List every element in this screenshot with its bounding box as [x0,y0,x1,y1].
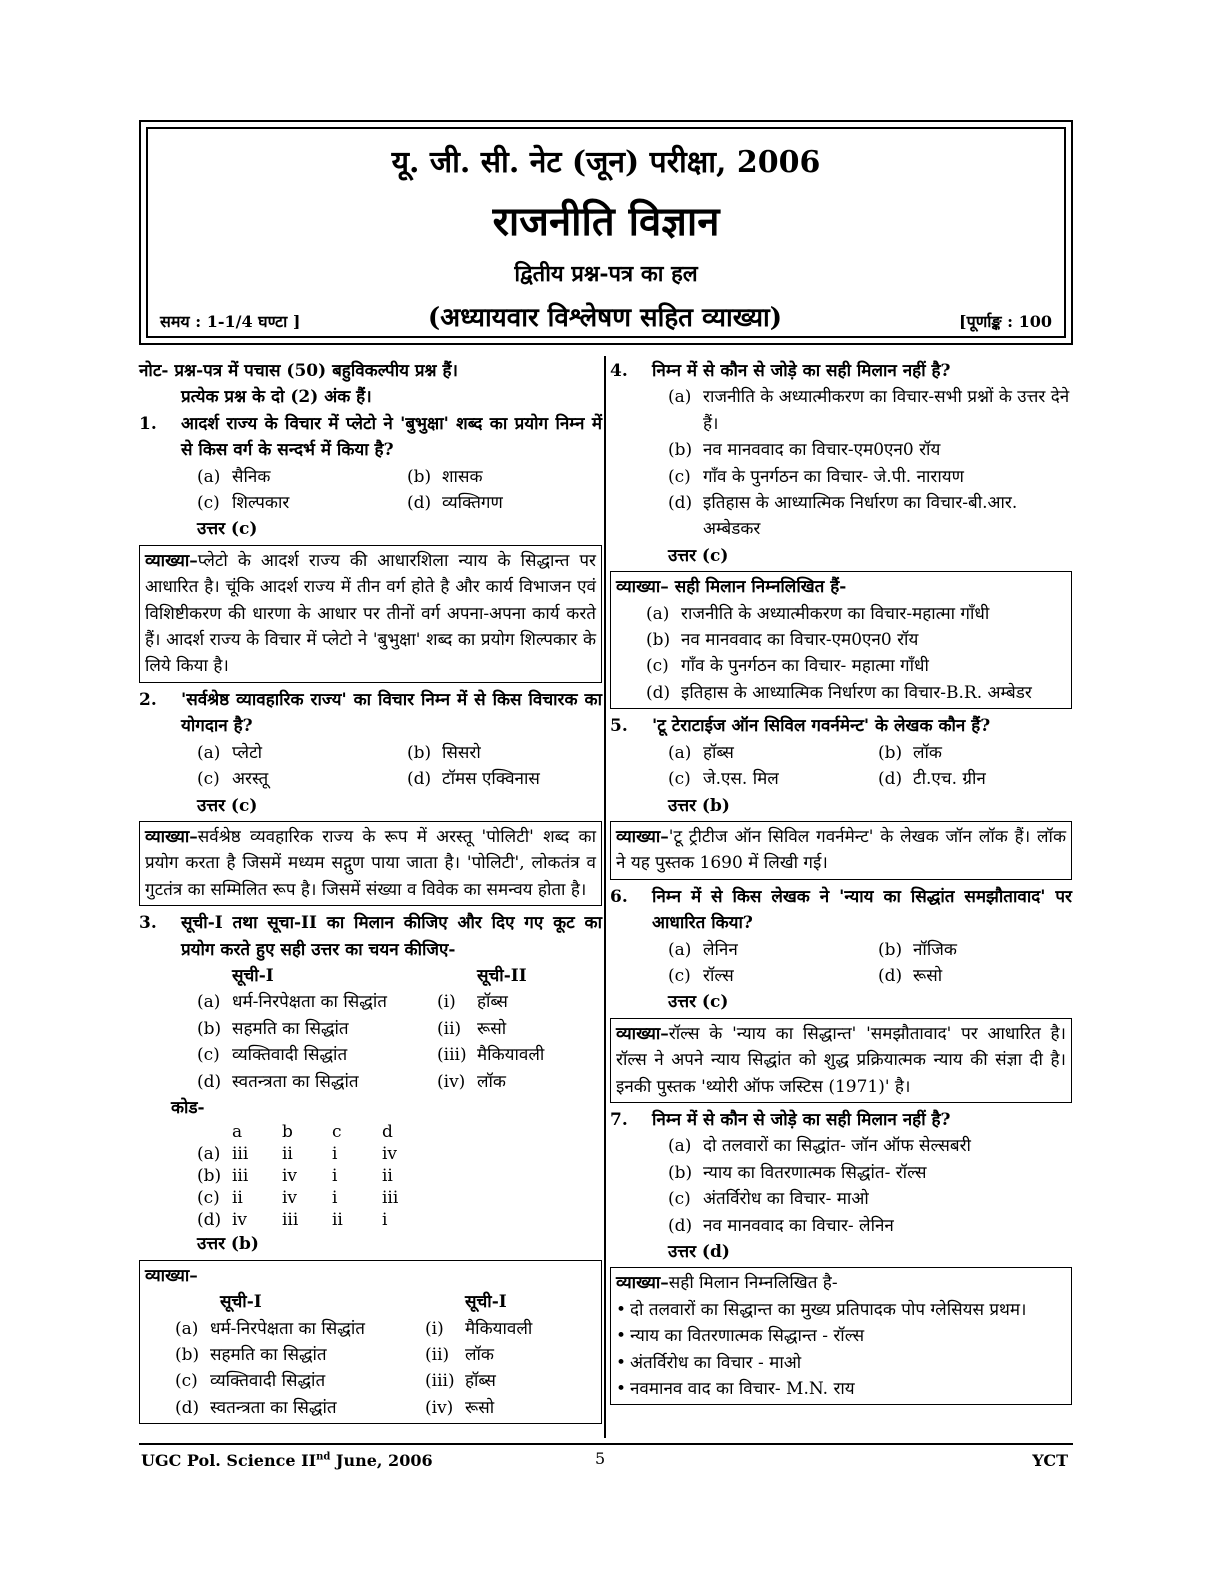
note [139,358,602,411]
explanation-box: व्याख्या– सही मिलान निम्नलिखित हैं- (a) राजनीति के अध्यात्मीकरण का विचार-महात्मा गाँधी (b) नव मानववाद का विचार-एम0एन0 रॉय (c) गाँव के पुनर्गठन का विचार- महात्मा गाँधी (d) इतिहास के आध्यात्मिक निर्धारण का विचार-B.R. अम्बेडर [610,571,1072,709]
explanation-item: (c) गाँव के पुनर्गठन का विचार- महात्मा गाँधी [646,656,929,677]
code-label: कोड- [171,1097,205,1118]
option: (c) अरस्तू [197,769,269,790]
explanation-item: (b) नव मानववाद का विचार-एम0एन0 रॉय [646,630,919,651]
question-text: 'सर्वश्रेष्ठ व्यावहारिक राज्य' का विचार निम्न में से किस विचारक का योगदान है? [181,689,602,737]
match-row: (a) धर्म-निरपेक्षता का सिद्धांत (i) मैकियावली [175,1318,533,1339]
note-line: प्रत्येक प्रश्न के दो (2) अंक हैं। [181,387,372,408]
question-text: आदर्श राज्य के विचार में प्लेटो ने 'बुभुक्षा' शब्द का प्रयोग निम्न में से किस वर्ग के सन्दर्भ में किया है? [181,413,602,461]
option: (c) जे.एस. मिल [668,769,779,790]
question-1 [139,411,602,683]
question-text: 'टू टेराटाईज ऑन सिविल गवर्नमेन्ट' के लेखक कौन हैं? [652,716,991,737]
question-number: 3. [139,913,157,934]
option: (d) व्यक्तिगण [407,493,503,514]
explanation-box: व्याख्या– सूची-I सूची-I (a) धर्म-निरपेक्षता का सिद्धांत (i) मैकियावली (b) सहमति का सिद्धांत (ii) लॉक (c) व्यक्तिवादी सिद्धांत (iii) हॉब्स (d) स्वतन्त्रता का सिद्धांत (iv) रूसो [139,1260,602,1424]
option: (a) राजनीति के अध्यात्मीकरण का विचार-सभी प्रश्नों के उत्तर देने हैं। [668,387,1070,434]
question-text: निम्न में से किस लेखक ने 'न्याय का सिद्धांत समझौतावाद' पर आधारित किया? [652,886,1072,934]
option: (a) हॉब्स [668,742,734,763]
explanation-box: व्याख्या–प्लेटो के आदर्श राज्य की आधारशिला न्याय के सिद्धान्त पर आधारित है। चूंकि आदर्श राज्य में तीन वर्ग होते है और कार्य विभाजन एवं विशिष्टीकरण की धारणा के आधार पर तीनों वर्ग अपना-अपना कार्य करते हैं। आदर्श राज्य के विचार में प्लेटो ने 'बुभुक्षा' शब्द का प्रयोग शिल्पकार के लिये किया है। [139,545,602,683]
option: (b) न्याय का वितरणात्मक सिद्धांत- रॉल्स [668,1162,927,1183]
option: (c) अंतर्विरोध का विचार- माओ [668,1189,869,1210]
match-row: (b) सहमति का सिद्धांत (ii) लॉक [175,1345,494,1365]
answer: उत्तर (b) [197,1234,259,1255]
option: (d) इतिहास के आध्यात्मिक निर्धारण का विचार-बी.आर. अम्बेडकर [668,493,1018,540]
bullet-icon: • [616,1352,627,1373]
question-6 [610,884,1072,1103]
option: (a) दो तलवारों का सिद्धांत- जॉन ऑफ सेल्सबरी [668,1136,971,1157]
question-text: निम्न में से कौन से जोड़े का सही मिलान नहीं है? [652,1109,951,1130]
bullet-icon: • [616,1379,627,1400]
option: (a) सैनिक [197,466,271,487]
explanation-box: व्याख्या–'टू ट्रीटीज ऑन सिविल गवर्नमेन्ट' के लेखक जॉन लॉक हैं। लॉक ने यह पुस्तक 1690 में लिखी गई। [610,821,1072,880]
explanation-headers: सूची-I सूची-I [220,1292,507,1313]
match-row: (d) स्वतन्त्रता का सिद्धांत (iv) रूसो [175,1397,495,1418]
answer: उत्तर (d) [668,1242,730,1262]
option: (c) रॉल्स [668,965,734,986]
explanation-item: • दो तलवारों का सिद्धान्त का मुख्य प्रतिपादक पोप ग्लेसियस प्रथम। [616,1297,1066,1323]
explanation-item: • अंतर्विरोध का विचार - माओ [616,1350,1066,1376]
bullet-icon: • [616,1299,627,1320]
paper-title: द्वितीय प्रश्न-पत्र का हल [514,261,698,287]
question-number: 6. [610,886,628,907]
option: (a) प्लेटो [197,742,263,763]
footer-rule [139,1443,1073,1445]
right-column [610,358,1072,1409]
option: (b) नॉजिक [878,939,957,960]
answer: उत्तर (c) [197,795,258,816]
question-number: 4. [610,361,628,381]
subject-title: राजनीति विज्ञान [492,198,720,245]
answer: उत्तर (c) [668,992,729,1013]
code-row: (d) iv iii ii i [197,1210,388,1231]
subtitle: (अध्यायवार विश्लेषण सहित व्याख्या) [427,303,783,333]
option: (a) लेनिन [668,939,738,960]
question-number: 1. [139,413,157,434]
question-3 [139,910,602,1424]
code-row: (b) iii iv i ii [197,1166,393,1187]
answer: उत्तर (c) [197,519,258,540]
question-number: 7. [610,1109,628,1130]
option: (c) शिल्पकार [197,493,290,514]
question-4 [610,358,1072,709]
question-number: 2. [139,689,157,710]
option: (b) सिसरो [407,742,481,763]
option: (d) रूसो [878,965,943,986]
explanation-item: (d) इतिहास के आध्यात्मिक निर्धारण का विचार-B.R. अम्बेडर [646,682,1032,703]
code-row: (c) ii iv i iii [197,1188,399,1209]
option: (b) शासक [407,466,483,487]
option: (b) नव मानववाद का विचार-एम0एन0 रॉय [668,440,941,461]
footer-right: YCT [1032,1451,1068,1470]
match-row: (c) व्यक्तिवादी सिद्धांत (iii) हॉब्स [175,1371,496,1392]
match-row: (b) सहमति का सिद्धांत (ii) रूसो [197,1018,507,1039]
match-row: (a) धर्म-निरपेक्षता का सिद्धांत (i) हॉब्स [197,992,508,1013]
option: (d) टॉमस एक्विनास [407,769,540,790]
question-text: सूची-I तथा सूचा-II का मिलान कीजिए और दिए गए कूट का प्रयोग करते हुए सही उत्तर का चयन कीजिए- [181,913,602,960]
bullet-icon: • [616,1326,627,1347]
page-number: 5 [595,1449,606,1468]
explanation-box: व्याख्या–रॉल्स के 'न्याय का सिद्धान्त' 'समझौतावाद' पर आधारित है। रॉल्स ने अपने न्याय सिद्धांत को शुद्ध प्रक्रियात्मक न्याय की संज्ञा दी है। इनकी पुस्तक 'थ्योरी ऑफ जस्टिस (1971)' है। [610,1018,1072,1103]
option: (b) लॉक [878,742,942,763]
question-text: निम्न में से कौन से जोड़े का सही मिलान नहीं है? [652,361,951,381]
match-row: (c) व्यक्तिवादी सिद्धांत (iii) मैकियावली [197,1045,545,1066]
explanation-item: • नवमानव वाद का विचार- M.N. राय [616,1376,1066,1402]
code-header: a b c d [232,1122,393,1143]
left-column [139,358,602,1428]
match-row: (d) स्वतन्त्रता का सिद्धांत (iv) लॉक [197,1071,506,1092]
exam-title: यू. जी. सी. नेट (जून) परीक्षा, 2006 [391,145,821,180]
explanation-item: • न्याय का वितरणात्मक सिद्धान्त - रॉल्स [616,1323,1066,1349]
question-5 [610,713,1072,879]
question-number: 5. [610,716,628,737]
option: (d) टी.एच. ग्रीन [878,769,986,790]
explanation-box: व्याख्या–सर्वश्रेष्ठ व्यवहारिक राज्य के रूप में अरस्तू 'पोलिटी' शब्द का प्रयोग करता है जिसमें मध्यम सद्गुण पाया जाता है। 'पोलिटी', लोकतंत्र व गुटतंत्र का सम्मिलित रूप है। जिसमें संख्या व विवेक का समन्वय होता है। [139,821,602,906]
answer: उत्तर (c) [668,545,729,566]
option: (c) गाँव के पुनर्गठन का विचार- जे.पी. नारायण [668,466,964,487]
explanation-box: व्याख्या–सही मिलान निम्नलिखित है- • दो तलवारों का सिद्धान्त का मुख्य प्रतिपादक पोप ग्लेसियस प्रथम। • न्याय का वितरणात्मक सिद्धान्त - रॉल्स • अंतर्विरोध का विचार - माओ • नवमानव वाद का विचार- M.N. राय [610,1267,1072,1405]
question-7 [610,1107,1072,1405]
explanation-item: (a) राजनीति के अध्यात्मीकरण का विचार-महात्मा गाँधी [646,603,990,624]
note-line: नोट- प्रश्न-पत्र में पचास (50) बहुविकल्पीय प्रश्न हैं। [139,361,458,381]
time-label: समय : 1-1/4 घण्टा ] [160,312,301,331]
option: (d) नव मानववाद का विचार- लेनिन [668,1215,894,1236]
column-divider [604,356,606,1438]
code-table [197,1121,602,1231]
answer: उत्तर (b) [668,795,730,816]
footer-left: UGC Pol. Science IInd June, 2006 [141,1451,433,1470]
question-2 [139,687,602,906]
marks-label: [पूर्णाङ्क : 100 [959,312,1052,331]
code-row: (a) iii ii i iv [197,1144,398,1165]
match-headers: सूची-I सूची-II [232,965,527,986]
